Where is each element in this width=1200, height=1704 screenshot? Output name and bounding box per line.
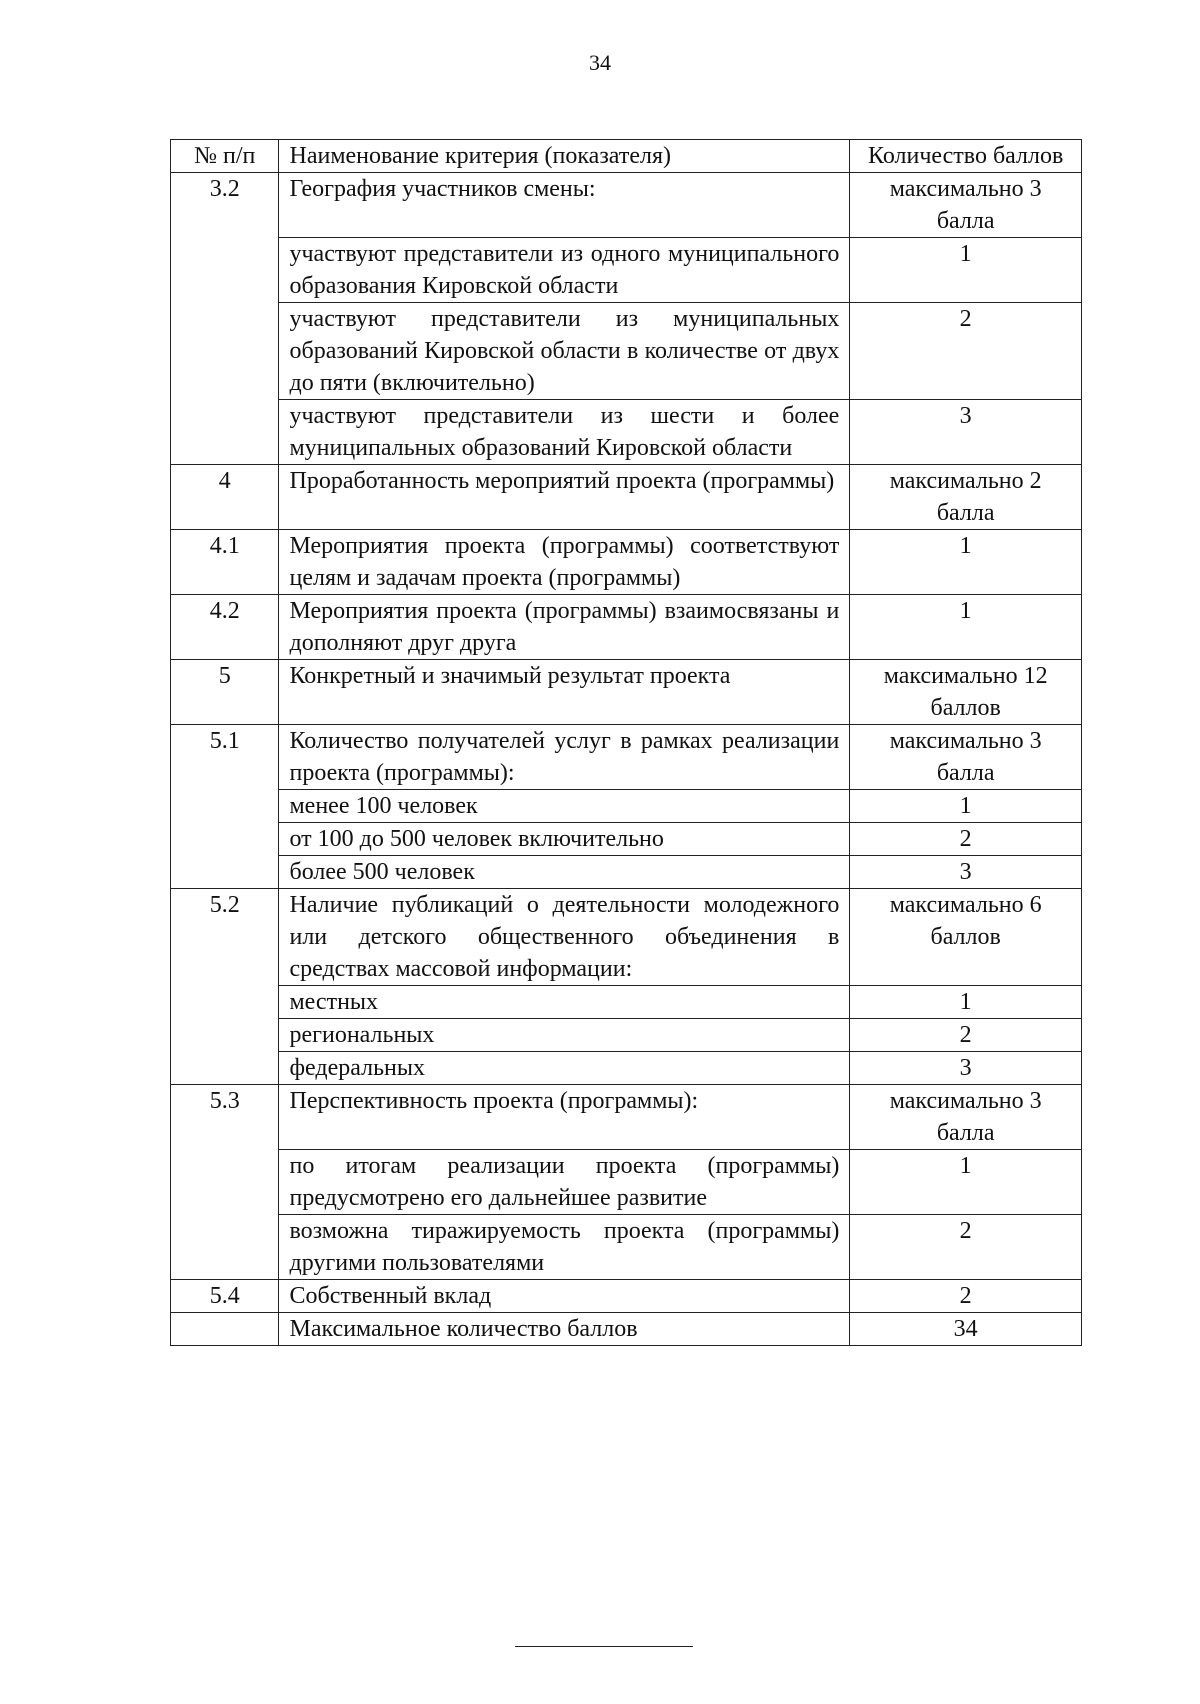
- table-row: [171, 823, 1082, 856]
- row-name: Мероприятия проекта (программы) взаимосвязаны и дополняют друг друга: [279, 595, 850, 660]
- table-row: [171, 1052, 1082, 1085]
- criteria-table: [170, 139, 1082, 1346]
- row-name: возможна тиражируемость проекта (программы) другими пользователями: [279, 1215, 850, 1280]
- table-row: [171, 889, 1082, 986]
- table-row: [171, 465, 1082, 530]
- row-name: менее 100 человек: [279, 790, 850, 823]
- table-row: [171, 1150, 1082, 1215]
- table-row: [171, 530, 1082, 595]
- row-name: от 100 до 500 человек включительно: [279, 823, 850, 856]
- row-name: региональных: [279, 1019, 850, 1052]
- row-name: участвуют представители из одного муниципального образования Кировской области: [279, 238, 850, 303]
- page-number: 34: [589, 50, 611, 75]
- table-row: [171, 725, 1082, 790]
- row-name: География участников смены:: [279, 173, 850, 238]
- table-row: [171, 173, 1082, 238]
- table-row: [171, 660, 1082, 725]
- row-name: участвуют представители из муниципальных образований Кировской области в количестве от двух до пяти (включительно): [279, 303, 850, 400]
- row-score: 3: [850, 856, 1082, 889]
- row-num: 4.2: [171, 595, 279, 660]
- row-name: Наличие публикаций о деятельности молодежного или детского общественного объединения в средствах массовой информации:: [279, 889, 850, 986]
- row-num: [171, 1313, 279, 1346]
- row-score: 1: [850, 1150, 1082, 1215]
- row-name: Собственный вклад: [279, 1280, 850, 1313]
- row-score: 1: [850, 790, 1082, 823]
- row-name: Перспективность проекта (программы):: [279, 1085, 850, 1150]
- row-score: 3: [850, 1052, 1082, 1085]
- table-row: [171, 1019, 1082, 1052]
- row-name: Проработанность мероприятий проекта (программы): [279, 465, 850, 530]
- row-name: местных: [279, 986, 850, 1019]
- table-row: [171, 238, 1082, 303]
- table-row: [171, 986, 1082, 1019]
- row-num: 5: [171, 660, 279, 725]
- row-name: по итогам реализации проекта (программы) предусмотрено его дальнейшее развитие: [279, 1150, 850, 1215]
- row-num: 4: [171, 465, 279, 530]
- table-row: [171, 595, 1082, 660]
- row-score: максимально 6 баллов: [850, 889, 1082, 986]
- row-score: 1: [850, 986, 1082, 1019]
- row-name: Конкретный и значимый результат проекта: [279, 660, 850, 725]
- row-score: 2: [850, 1019, 1082, 1052]
- table-row: [171, 790, 1082, 823]
- total-score: 34: [850, 1313, 1082, 1346]
- table-row: [171, 1215, 1082, 1280]
- row-num: 5.3: [171, 1085, 279, 1280]
- row-score: 2: [850, 303, 1082, 400]
- table-row: [171, 1085, 1082, 1150]
- table-row: [171, 856, 1082, 889]
- row-num: 4.1: [171, 530, 279, 595]
- table-row: [171, 303, 1082, 400]
- row-score: 3: [850, 400, 1082, 465]
- header-name: Наименование критерия (показателя): [279, 140, 850, 173]
- row-num: 3.2: [171, 173, 279, 465]
- row-num: 5.1: [171, 725, 279, 889]
- row-score: 1: [850, 530, 1082, 595]
- total-label: Максимальное количество баллов: [279, 1313, 850, 1346]
- row-score: 2: [850, 1215, 1082, 1280]
- row-name: участвуют представители из шести и более муниципальных образований Кировской области: [279, 400, 850, 465]
- row-score: 1: [850, 238, 1082, 303]
- row-score: 1: [850, 595, 1082, 660]
- row-num: 5.2: [171, 889, 279, 1085]
- row-score: максимально 3 балла: [850, 173, 1082, 238]
- row-score: максимально 3 балла: [850, 725, 1082, 790]
- footer-divider: [515, 1646, 693, 1647]
- row-name: более 500 человек: [279, 856, 850, 889]
- row-num: 5.4: [171, 1280, 279, 1313]
- table-row: [171, 400, 1082, 465]
- table-row: [171, 1280, 1082, 1313]
- header-num: № п/п: [171, 140, 279, 173]
- row-name: Количество получателей услуг в рамках реализации проекта (программы):: [279, 725, 850, 790]
- row-score: 2: [850, 1280, 1082, 1313]
- row-score: максимально 2 балла: [850, 465, 1082, 530]
- header-score: Количество баллов: [850, 140, 1082, 173]
- row-name: Мероприятия проекта (программы) соответствуют целям и задачам проекта (программы): [279, 530, 850, 595]
- row-score: максимально 3 балла: [850, 1085, 1082, 1150]
- table-total-row: [171, 1313, 1082, 1346]
- table-header-row: [171, 140, 1082, 173]
- row-score: 2: [850, 823, 1082, 856]
- row-score: максимально 12 баллов: [850, 660, 1082, 725]
- row-name: федеральных: [279, 1052, 850, 1085]
